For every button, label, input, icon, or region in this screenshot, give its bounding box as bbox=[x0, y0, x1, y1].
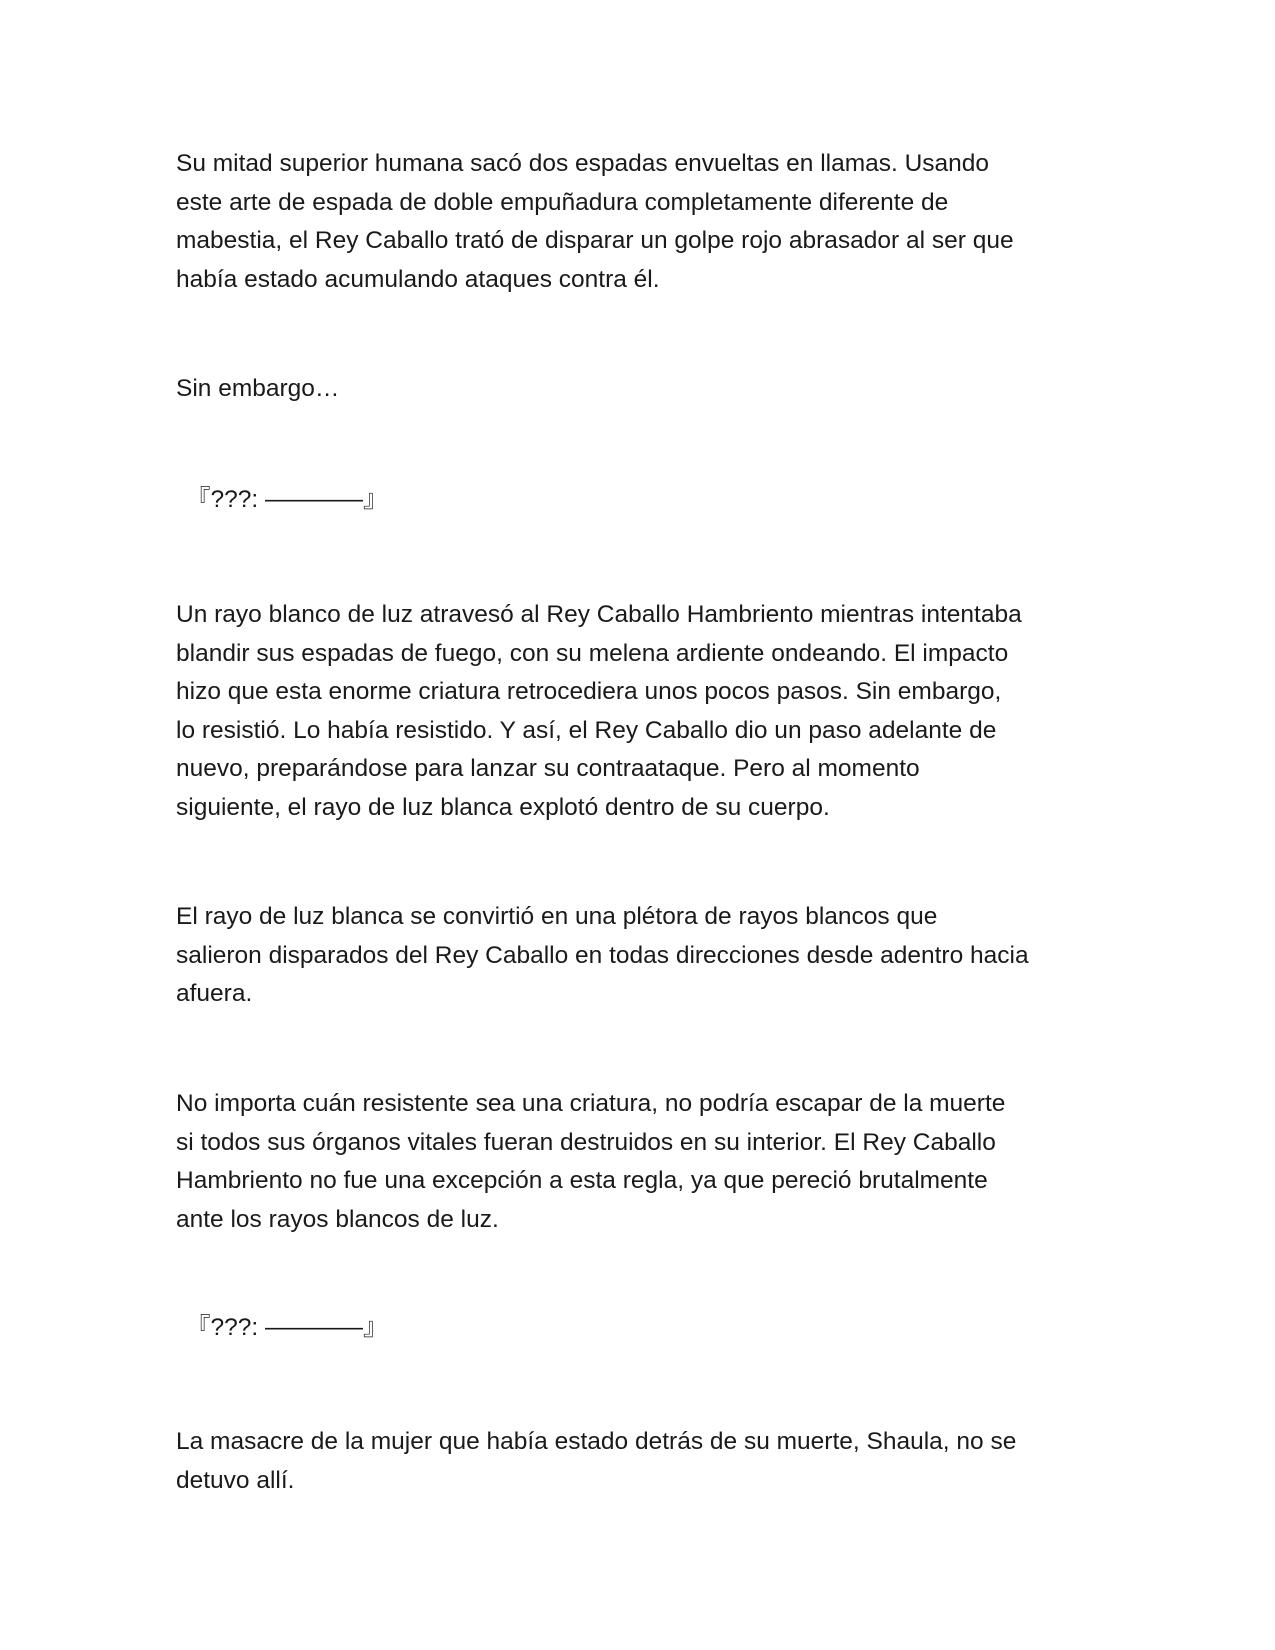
text-line: detuvo allí. bbox=[176, 1466, 295, 1494]
text-line: afuera. bbox=[176, 980, 253, 1007]
paragraph-4 bbox=[176, 898, 1116, 1014]
text-line: nuevo, preparándose para lanzar su contraataque. Pero al momento bbox=[176, 755, 920, 782]
system-message-1 bbox=[186, 481, 1126, 520]
text-line: lo resistió. Lo había resistido. Y así, el Rey Caballo dio un paso adelante de bbox=[176, 716, 997, 744]
text-line: había estado acumulando ataques contra él. bbox=[176, 265, 660, 293]
text-line: siguiente, el rayo de luz blanca explotó dentro de su cuerpo. bbox=[176, 793, 830, 821]
text-line: No importa cuán resistente sea una criatura, no podría escapar de la muerte bbox=[176, 1090, 1006, 1117]
text-line: Hambriento no fue una excepción a esta regla, ya que pereció brutalmente bbox=[176, 1167, 988, 1194]
paragraph-6 bbox=[176, 1423, 1116, 1500]
paragraph-1 bbox=[176, 145, 1116, 299]
text-line: Sin embargo… bbox=[176, 375, 340, 402]
text-line: La masacre de la mujer que había estado detrás de su muerte, Shaula, no se bbox=[176, 1428, 1017, 1455]
text-line: 『???: ————』 bbox=[186, 486, 388, 513]
paragraph-3 bbox=[176, 596, 1116, 827]
text-line: mabestia, el Rey Caballo trató de disparar un golpe rojo abrasador al ser que bbox=[176, 227, 1014, 254]
text-line: si todos sus órganos vitales fueran destruidos en su interior. El Rey Caballo bbox=[176, 1128, 996, 1156]
text-line: blandir sus espadas de fuego, con su melena ardiente ondeando. El impacto bbox=[176, 639, 1009, 667]
text-line: Un rayo blanco de luz atravesó al Rey Caballo Hambriento mientras intentaba bbox=[176, 601, 1022, 628]
paragraph-5 bbox=[176, 1085, 1116, 1239]
text-line: Su mitad superior humana sacó dos espadas envueltas en llamas. Usando bbox=[176, 150, 990, 177]
text-line: El rayo de luz blanca se convirtió en una plétora de rayos blancos que bbox=[176, 903, 938, 930]
text-line: salieron disparados del Rey Caballo en todas direcciones desde adentro hacia bbox=[176, 941, 1029, 969]
text-line: ante los rayos blancos de luz. bbox=[176, 1205, 499, 1233]
system-message-2 bbox=[186, 1309, 1126, 1348]
text-line: hizo que esta enorme criatura retrocediera unos pocos pasos. Sin embargo, bbox=[176, 678, 1002, 705]
text-line: 『???: ————』 bbox=[186, 1314, 388, 1341]
text-line: este arte de espada de doble empuñadura completamente diferente de bbox=[176, 188, 949, 216]
paragraph-2 bbox=[176, 370, 1116, 409]
